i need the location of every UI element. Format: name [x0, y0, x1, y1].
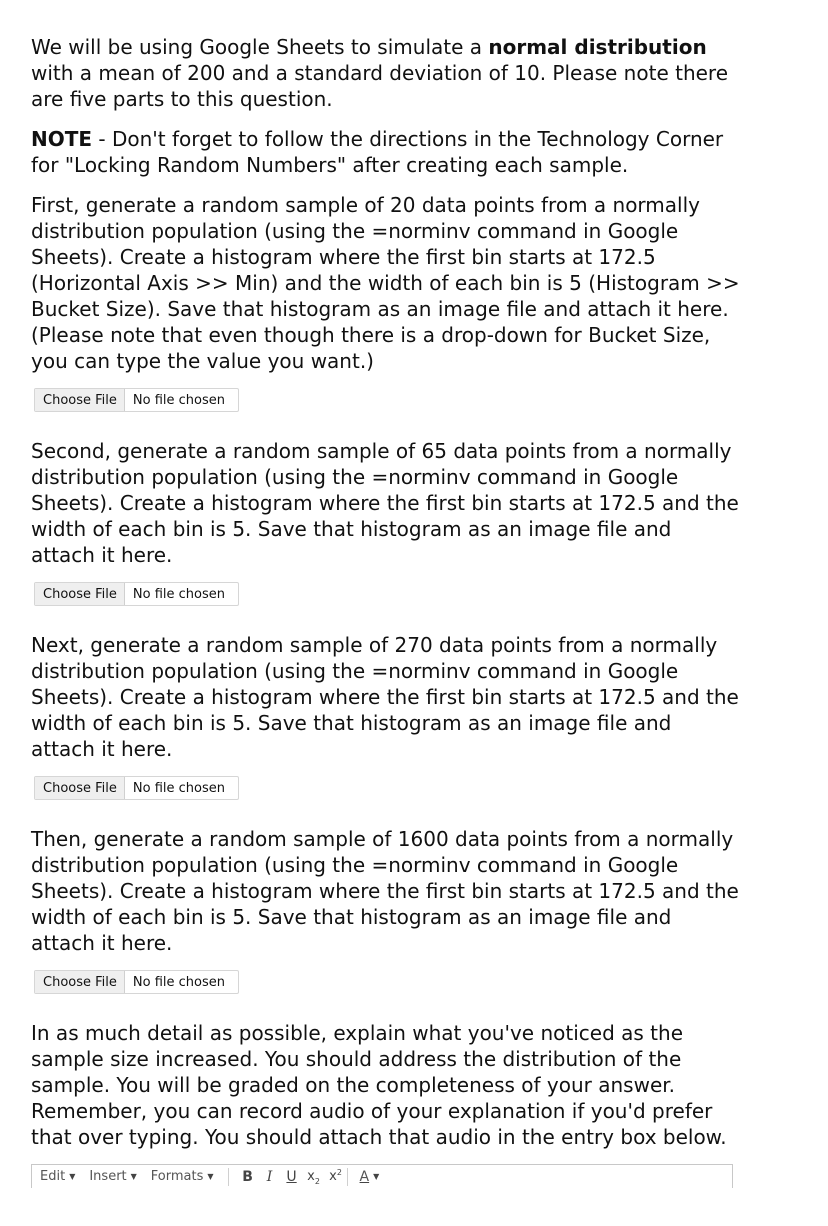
text-color-icon: A	[359, 1168, 370, 1185]
toolbar-divider	[228, 1168, 229, 1186]
chevron-down-icon: ▼	[69, 1172, 76, 1181]
part-4-text: Then, generate a random sample of 1600 data points from a normally distribution population (using the =norminv command in Google Sheets). Create a histogram where the first bin starts at 172.5 and the width of each bin is 5. Save that histogram as an image file and attach it here.	[31, 827, 739, 955]
note-text: - Don't forget to follow the directions in the Technology Corner for "Locking Random Numbers" after creating each sample.	[31, 127, 724, 177]
superscript-button[interactable]	[325, 1169, 347, 1184]
insert-menu[interactable]	[89, 1169, 136, 1184]
chevron-down-icon: ▼	[130, 1172, 137, 1181]
intro-text-start: We will be using Google Sheets to simulate a	[31, 35, 489, 59]
file-status-part-1: No file chosen	[132, 392, 225, 408]
choose-file-button-part-4[interactable]: Choose File	[35, 971, 125, 993]
file-input-part-3[interactable]	[34, 776, 239, 800]
superscript-glyph: x	[329, 1169, 337, 1184]
bold-button[interactable]: B	[242, 1168, 253, 1185]
file-input-part-4[interactable]	[34, 970, 239, 994]
edit-menu[interactable]	[40, 1169, 75, 1184]
toolbar-divider	[347, 1168, 348, 1186]
edit-menu-label: Edit	[40, 1169, 66, 1184]
italic-button[interactable]: I	[266, 1168, 273, 1185]
intro-bold-term: normal distribution	[488, 35, 707, 59]
part-3-text: Next, generate a random sample of 270 data points from a normally distribution population (using the =norminv command in Google Sheets). Create a histogram where the first bin starts at 172.5 and the width of each bin is 5. Save that histogram as an image file and attach it here.	[31, 633, 739, 761]
text-color-button[interactable]	[360, 1169, 380, 1185]
intro-paragraph	[31, 34, 741, 112]
underline-button[interactable]: U	[286, 1168, 297, 1185]
superscript-mark: 2	[336, 1168, 342, 1177]
note-label: NOTE	[31, 127, 93, 151]
final-prompt-text: In as much detail as possible, explain what you've noticed as the sample size increased. You should address the distribution of the sample. You will be graded on the completeness of your answer. Remember, you can record audio of your explanation if you'd prefer that over typing. You should attach that audio in the entry box below.	[31, 1021, 727, 1149]
part-2-text: Second, generate a random sample of 65 data points from a normally distribution population (using the =norminv command in Google Sheets). Create a histogram where the first bin starts at 172.5 and the width of each bin is 5. Save that histogram as an image file and attach it here.	[31, 439, 739, 567]
file-status-part-3: No file chosen	[132, 780, 225, 796]
file-input-part-1[interactable]	[34, 388, 239, 412]
choose-file-button-part-1[interactable]: Choose File	[35, 389, 125, 411]
file-status-part-4: No file chosen	[132, 974, 225, 990]
chevron-down-icon: ▼	[207, 1172, 214, 1181]
intro-text-end: with a mean of 200 and a standard deviation of 10. Please note there are five parts to this question.	[31, 61, 729, 111]
part-1-text: First, generate a random sample of 20 data points from a normally distribution population (using the =norminv command in Google Sheets). Create a histogram where the first bin starts at 172.5 (Horizontal Axis >> Min) and the width of each bin is 5 (Histogram >> Bucket Size). Save that histogram as an image file and attach it here. (Please note that even though there is a drop-down for Bucket Size, you can type the value you want.)	[31, 193, 740, 373]
file-status-part-2: No file chosen	[132, 586, 225, 602]
file-input-part-2[interactable]	[34, 582, 239, 606]
formats-menu[interactable]	[151, 1169, 214, 1184]
subscript-button[interactable]	[303, 1169, 325, 1184]
choose-file-button-part-3[interactable]: Choose File	[35, 777, 125, 799]
chevron-down-icon: ▼	[373, 1172, 380, 1181]
subscript-glyph: x	[307, 1169, 315, 1184]
note-paragraph	[31, 126, 741, 178]
rich-text-editor-toolbar	[31, 1164, 733, 1188]
subscript-mark: 2	[314, 1177, 320, 1186]
choose-file-button-part-2[interactable]: Choose File	[35, 583, 125, 605]
formats-menu-label: Formats	[150, 1169, 204, 1184]
insert-menu-label: Insert	[89, 1169, 127, 1184]
